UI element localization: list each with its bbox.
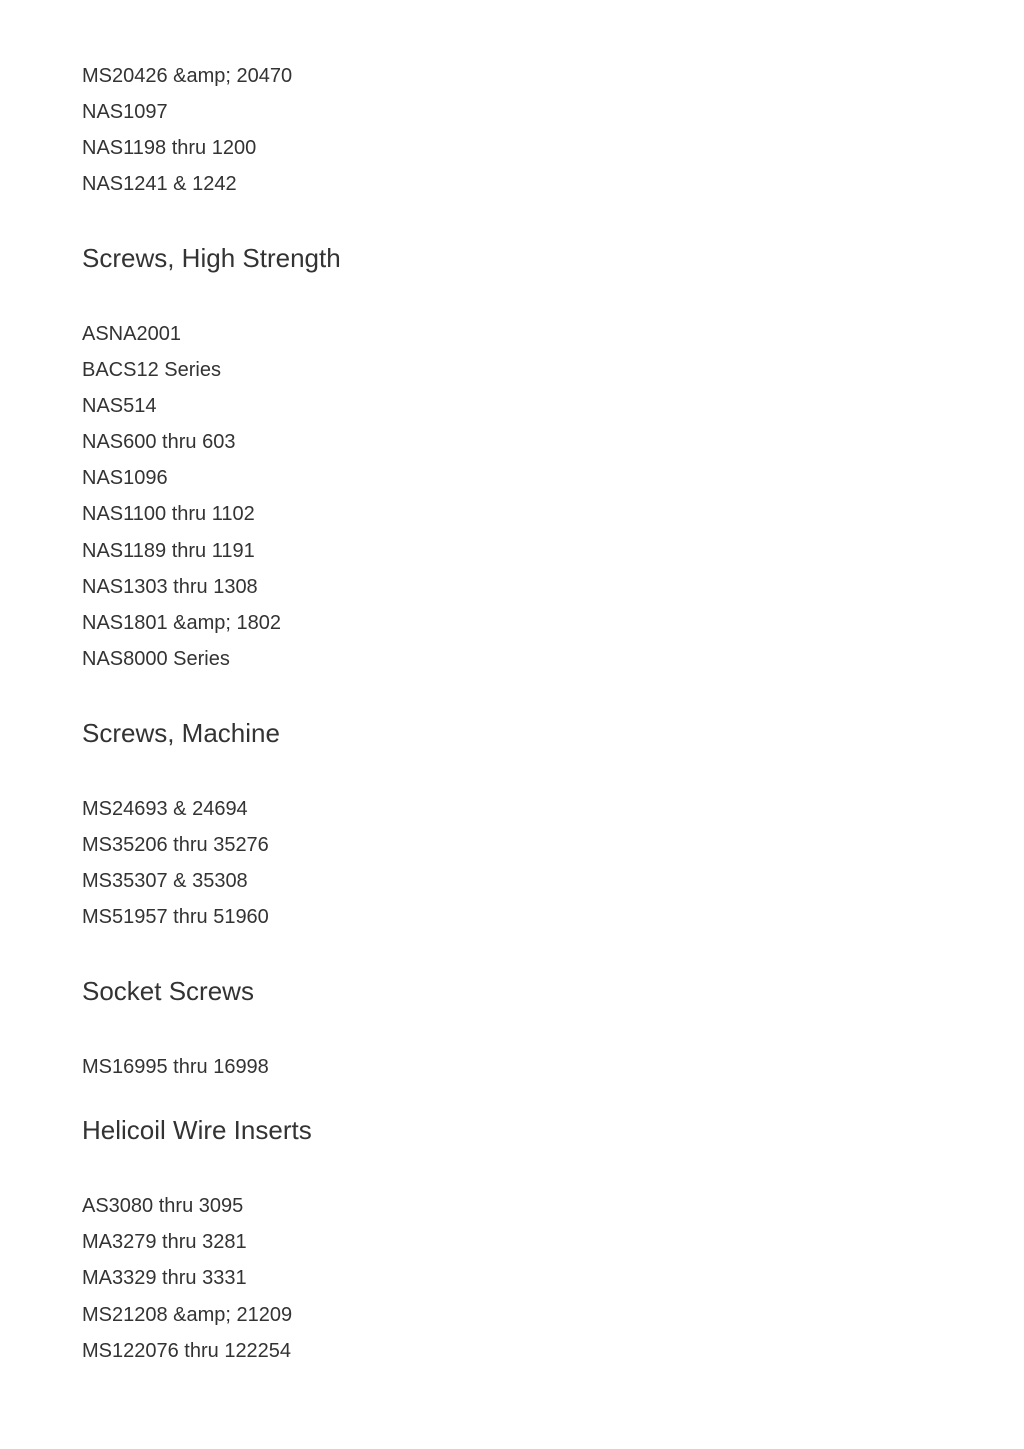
section-heading: Socket Screws bbox=[82, 976, 254, 1006]
list-item: NAS1096 bbox=[82, 467, 168, 489]
list-item: NAS1198 thru 1200 bbox=[82, 137, 257, 159]
list-item: NAS1241 & 1242 bbox=[82, 173, 237, 195]
section-heading: Screws, High Strength bbox=[82, 243, 341, 273]
list-item: BACS12 Series bbox=[82, 359, 221, 381]
section-heading: Helicoil Wire Inserts bbox=[82, 1115, 312, 1145]
list-item: MS35206 thru 35276 bbox=[82, 834, 269, 856]
list-item: MS20426 &amp; 20470 bbox=[82, 65, 293, 87]
list-item: MS51957 thru 51960 bbox=[82, 906, 269, 928]
list-item: NAS514 bbox=[82, 395, 157, 417]
list-item: ASNA2001 bbox=[82, 323, 181, 345]
list-item: MS35307 & 35308 bbox=[82, 870, 248, 892]
list-item: NAS8000 Series bbox=[82, 648, 230, 670]
list-item: NAS1303 thru 1308 bbox=[82, 576, 258, 598]
list-item: NAS1189 thru 1191 bbox=[82, 540, 255, 562]
list-item: NAS1100 thru 1102 bbox=[82, 503, 255, 525]
list-item: MS122076 thru 122254 bbox=[82, 1340, 292, 1362]
list-item: MS24693 & 24694 bbox=[82, 798, 248, 820]
list-item: MA3329 thru 3331 bbox=[82, 1267, 247, 1289]
list-item: MS16995 thru 16998 bbox=[82, 1056, 269, 1078]
list-item: NAS600 thru 603 bbox=[82, 431, 236, 453]
list-item: MA3279 thru 3281 bbox=[82, 1231, 247, 1253]
list-item: AS3080 thru 3095 bbox=[82, 1195, 244, 1217]
list-item: MS21208 &amp; 21209 bbox=[82, 1304, 293, 1326]
list-item: NAS1097 bbox=[82, 101, 168, 123]
list-item: NAS1801 &amp; 1802 bbox=[82, 612, 282, 634]
section-heading: Screws, Machine bbox=[82, 718, 280, 748]
